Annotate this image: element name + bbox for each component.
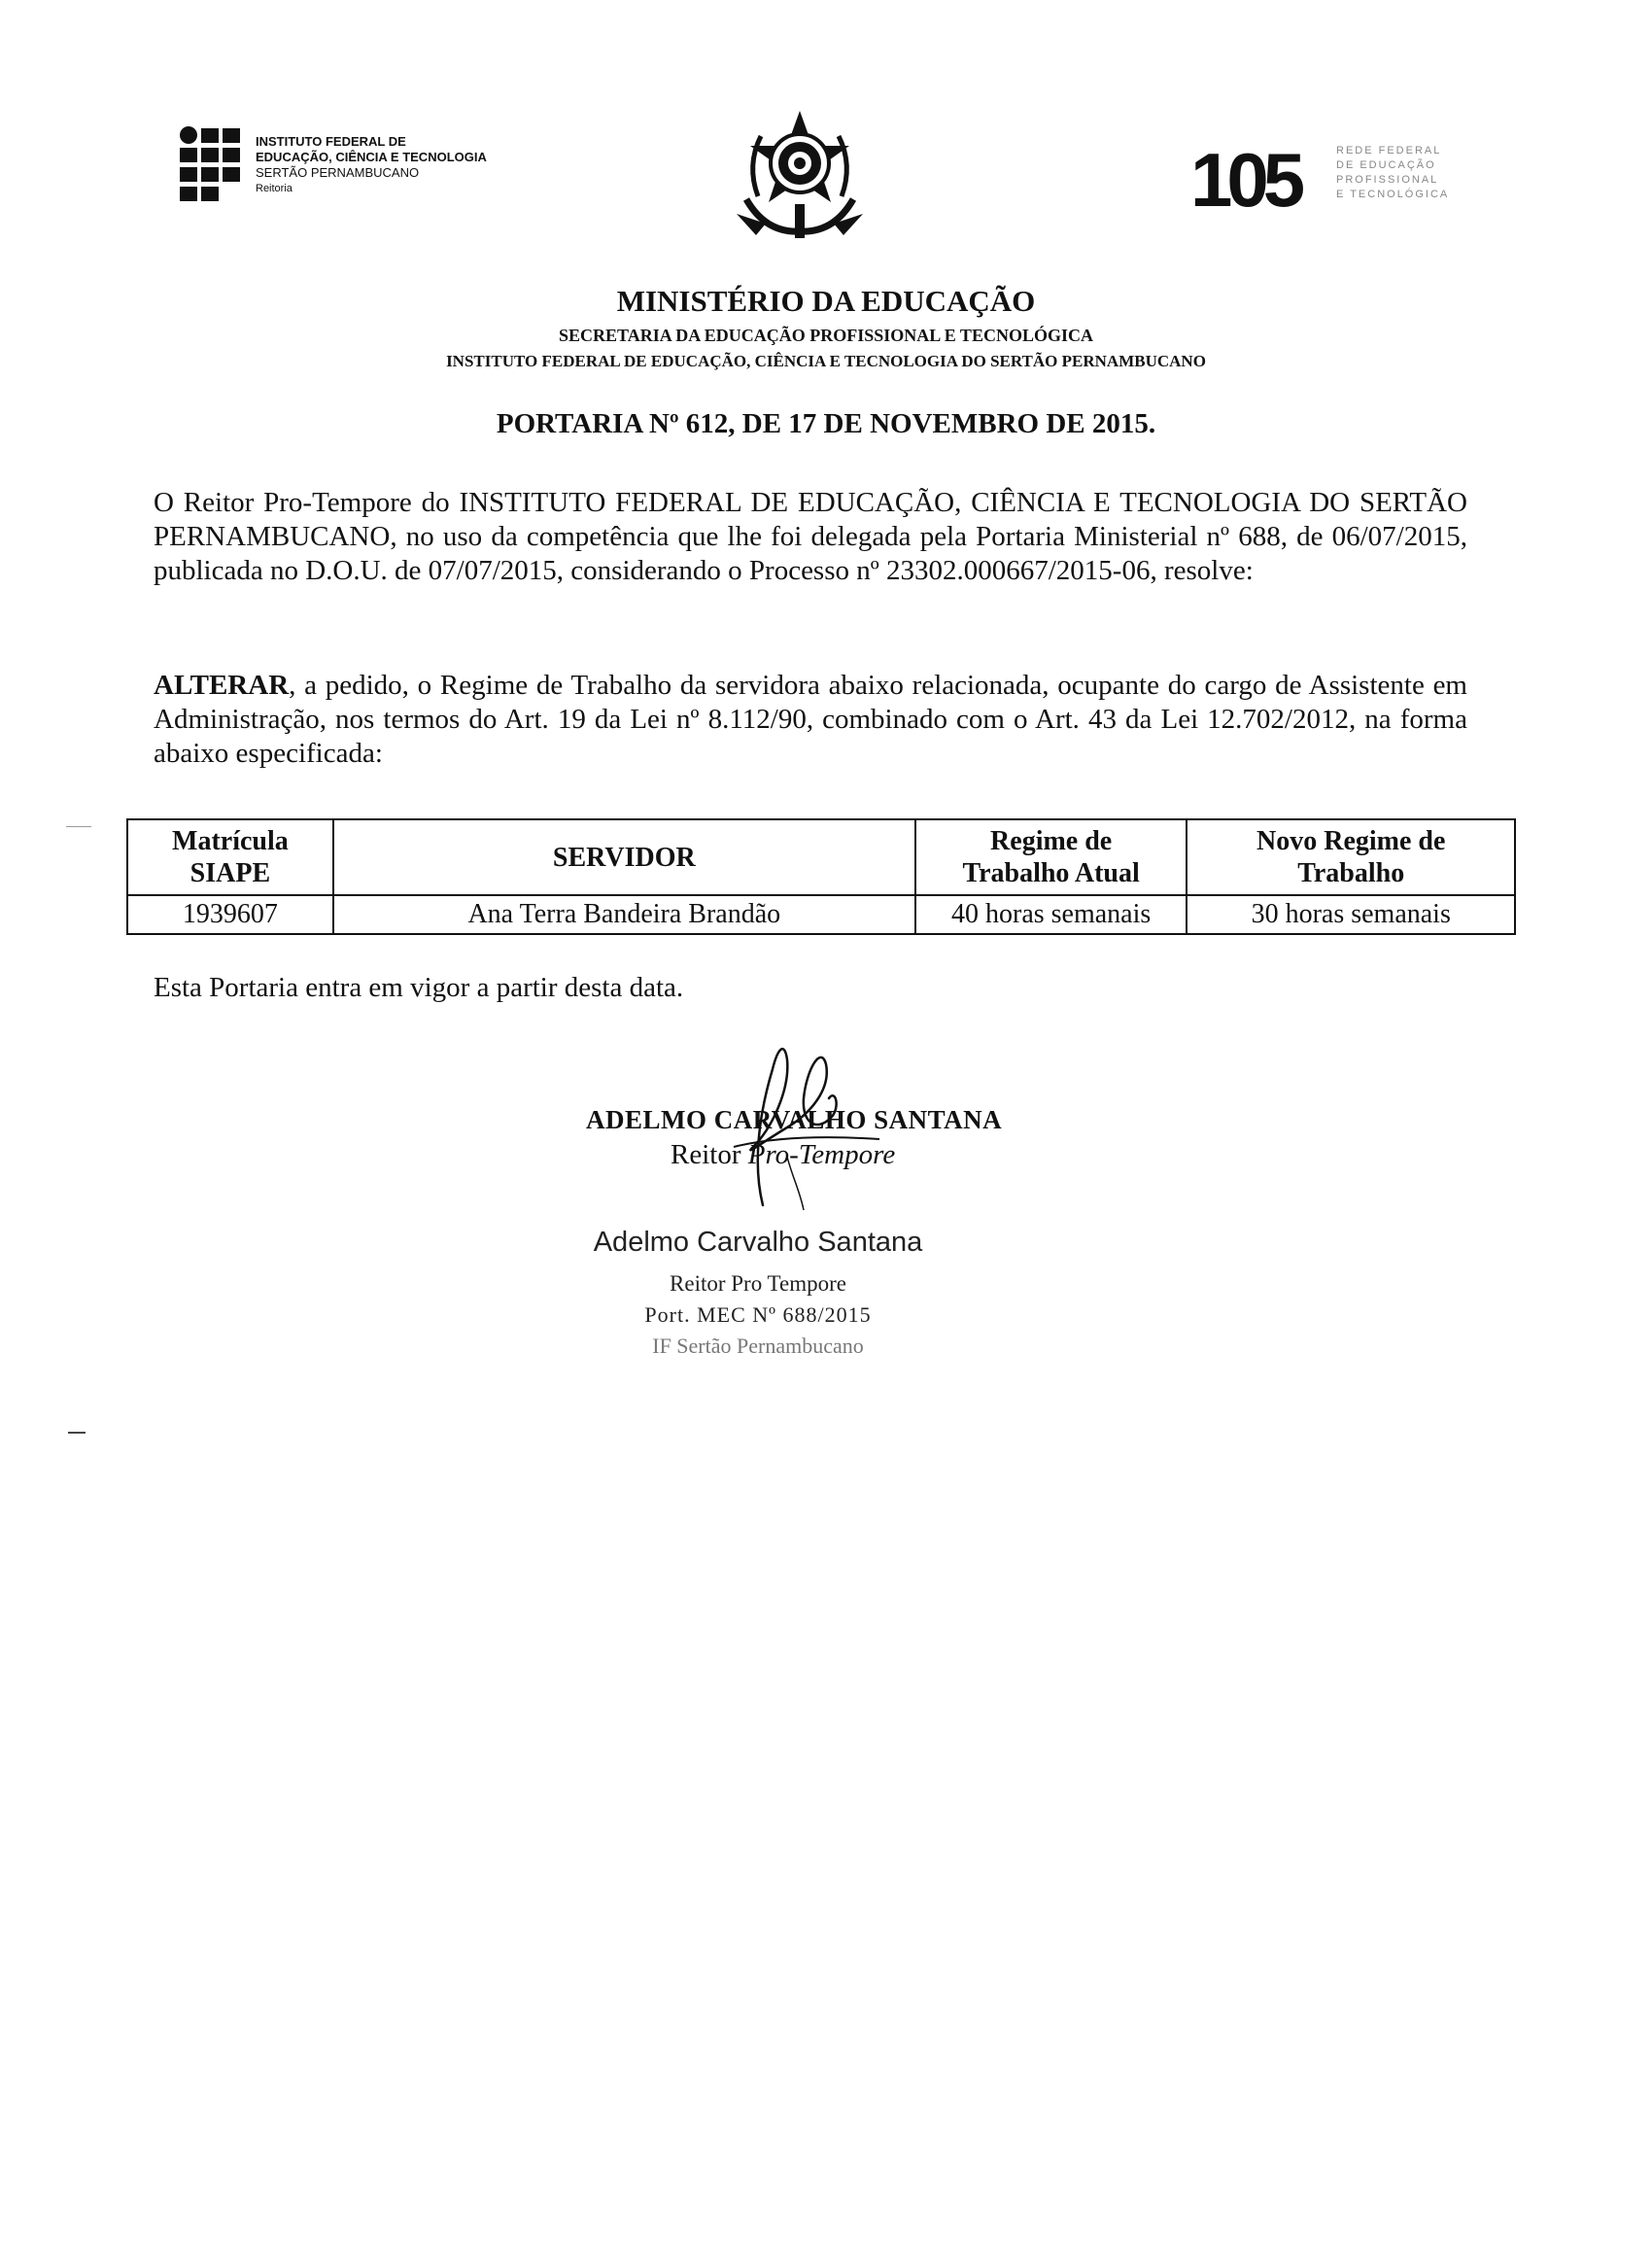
header-siape <box>127 819 333 895</box>
resolution-text: , a pedido, o Regime de Trabalho da servidora abaixo relacionada, ocupante do cargo de Assistente em Administração, nos termos do Art. 19 da Lei nº 8.112/90, combinado com o Art. 43 da Lei 12.702/2012, na forma abaixo especificada: <box>154 670 1467 769</box>
signatory-role-prefix: Reitor <box>671 1139 748 1170</box>
anniversary-logo <box>1190 136 1453 243</box>
header-novo-regime <box>1187 819 1515 895</box>
header-atual-line1: Regime de <box>990 826 1113 856</box>
preamble-paragraph: O Reitor Pro-Tempore do INSTITUTO FEDERAL DE EDUCAÇÃO, CIÊNCIA E TECNOLOGIA DO SERTÃO PERNAMBUCANO, no uso da competência que lhe foi delegada pela Portaria Ministerial nº 688, de 06/07/2015, publicada no D.O.U. de 07/07/2015, considerando o Processo nº 23302.000667/2015-06, resolve: <box>154 487 1467 586</box>
servers-table <box>126 818 1516 935</box>
anniversary-line1: REDE FEDERAL <box>1336 145 1442 156</box>
cell-novo-regime: 30 horas semanais <box>1187 895 1515 934</box>
header-atual-line2: Trabalho Atual <box>962 858 1140 888</box>
header-regime-atual <box>915 819 1187 895</box>
anniversary-number: 105 <box>1190 137 1300 223</box>
resolution-paragraph <box>154 669 1467 771</box>
signatory-role-italic: Pro-Tempore <box>747 1139 896 1170</box>
institute-logo <box>180 126 549 214</box>
header-siape-line2: SIAPE <box>189 858 271 888</box>
institute-logo-line2: EDUCAÇÃO, CIÊNCIA E TECNOLOGIA <box>256 150 487 164</box>
ministry-title: MINISTÉRIO DA EDUCAÇÃO <box>616 284 1036 318</box>
scan-artifact <box>68 1432 86 1434</box>
scan-artifact <box>66 826 91 827</box>
stamp-institution: IF Sertão Pernambucano <box>652 1334 864 1358</box>
stamp-role: Reitor Pro Tempore <box>670 1271 846 1296</box>
stamp-name: Adelmo Carvalho Santana <box>593 1227 923 1258</box>
table-header-row <box>127 819 1515 895</box>
anniversary-line2: DE EDUCAÇÃO <box>1336 159 1436 171</box>
coat-of-arms-icon <box>727 107 873 248</box>
institute-logo-line3: SERTÃO PERNAMBUCANO <box>256 165 420 180</box>
cell-siape: 1939607 <box>127 895 333 934</box>
header-servidor: SERVIDOR <box>333 819 915 895</box>
signatory-name: ADELMO CARVALHO SANTANA <box>586 1105 1003 1134</box>
anniversary-line3: PROFISSIONAL <box>1336 174 1439 186</box>
header-novo-line1: Novo Regime de <box>1256 826 1446 856</box>
header-siape-line1: Matrícula <box>172 826 289 856</box>
institute-logo-mark <box>180 126 242 204</box>
institute-logo-line4: Reitoria <box>256 183 293 194</box>
institute-title: INSTITUTO FEDERAL DE EDUCAÇÃO, CIÊNCIA E TECNOLOGIA DO SERTÃO PERNAMBUCANO <box>446 352 1206 370</box>
portaria-title: PORTARIA Nº 612, DE 17 DE NOVEMBRO DE 2015. <box>496 408 1156 439</box>
header-novo-line2: Trabalho <box>1297 858 1405 888</box>
resolution-verb: ALTERAR <box>154 670 290 701</box>
handwritten-signature <box>695 1030 909 1215</box>
secretariat-title: SECRETARIA DA EDUCAÇÃO PROFISSIONAL E TECNOLÓGICA <box>559 326 1093 345</box>
table-row <box>127 895 1515 934</box>
cell-servidor: Ana Terra Bandeira Brandão <box>333 895 915 934</box>
stamp-reference: Port. MEC Nº 688/2015 <box>644 1302 872 1327</box>
institute-logo-line1: INSTITUTO FEDERAL DE <box>256 134 406 149</box>
cell-regime-atual: 40 horas semanais <box>915 895 1187 934</box>
anniversary-line4: E TECNOLÓGICA <box>1336 189 1450 200</box>
closing-statement: Esta Portaria entra em vigor a partir desta data. <box>154 972 684 1003</box>
